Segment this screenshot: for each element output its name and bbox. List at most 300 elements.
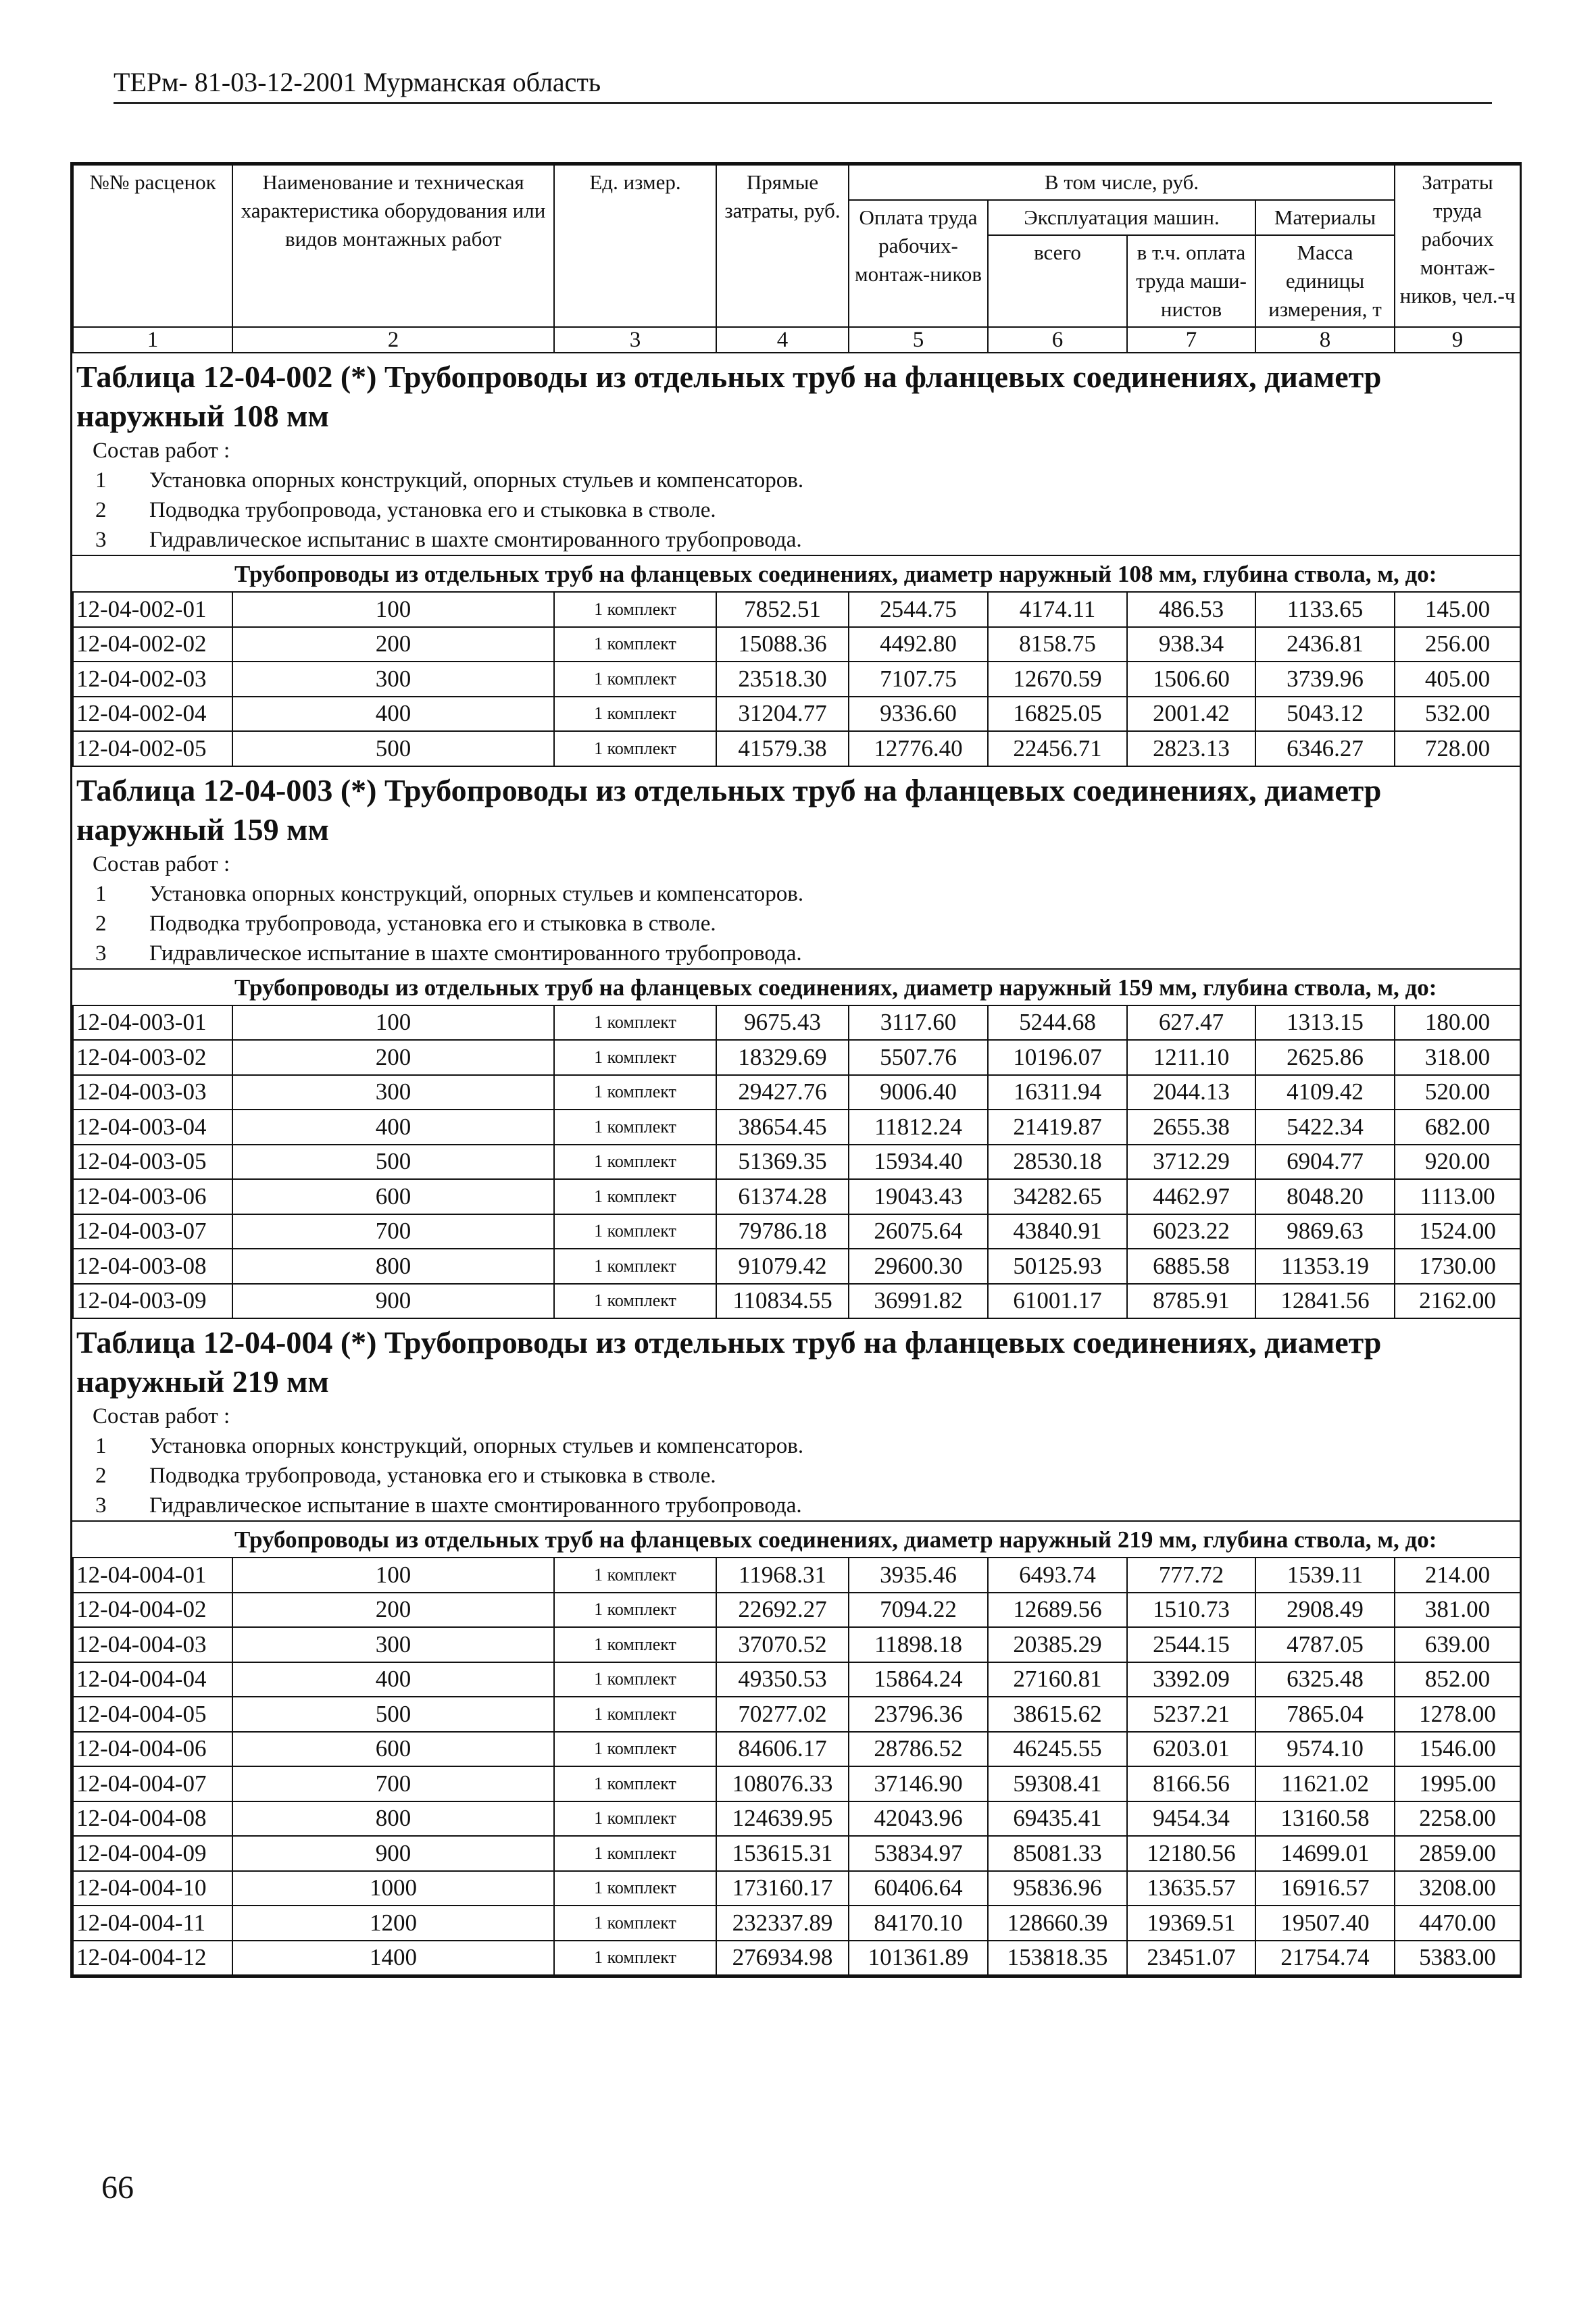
table-cell: 232337.89 <box>716 1906 849 1941</box>
work-step-number: 3 <box>95 941 107 966</box>
table-cell: 2655.38 <box>1127 1110 1255 1145</box>
table-cell: 5244.68 <box>988 1005 1127 1041</box>
column-header <box>72 164 1521 353</box>
table-cell: 1546.00 <box>1395 1732 1520 1767</box>
table-cell: 1730.00 <box>1395 1249 1520 1284</box>
work-step-number: 2 <box>95 911 107 936</box>
table-row <box>73 1214 1520 1249</box>
table-cell: 1200 <box>232 1906 554 1941</box>
table-cell: 2258.00 <box>1395 1801 1520 1837</box>
section-title: Таблица 12-04-004 (*) Трубопроводы из отдельных труб на фланцевых соединениях, диаметр наружный 219 мм <box>76 1325 1382 1399</box>
table-cell: 12180.56 <box>1127 1836 1255 1871</box>
table-cell: 500 <box>232 731 554 766</box>
table-row <box>73 627 1520 662</box>
table-row <box>73 731 1520 766</box>
table-cell: 2908.49 <box>1255 1593 1395 1628</box>
table-cell: 12-04-004-02 <box>73 1593 232 1628</box>
table-cell: 11968.31 <box>716 1558 849 1593</box>
table-cell: 5422.34 <box>1255 1110 1395 1145</box>
table-cell: 6493.74 <box>988 1558 1127 1593</box>
table-cell: 20385.29 <box>988 1627 1127 1662</box>
table-cell: 3739.96 <box>1255 662 1395 697</box>
header-materials: Материалы <box>1255 200 1395 235</box>
table-cell: 1 комплект <box>554 1766 716 1801</box>
work-step-text: Установка опорных конструкций, опорных стульев и компенсаторов. <box>149 881 804 906</box>
table-row <box>73 1941 1520 1976</box>
table-cell: 500 <box>232 1145 554 1180</box>
table-cell: 61374.28 <box>716 1179 849 1214</box>
table-cell: 639.00 <box>1395 1627 1520 1662</box>
table-subheading: Трубопроводы из отдельных труб на фланцевых соединениях, диаметр наружный 108 мм, глубина ствола, м, до: <box>72 555 1520 591</box>
work-step-number: 1 <box>95 1434 107 1458</box>
table-row <box>73 1284 1520 1319</box>
table-cell: 12-04-003-09 <box>73 1284 232 1319</box>
work-step <box>93 879 1520 909</box>
table-row <box>73 1040 1520 1075</box>
table-cell: 8785.91 <box>1127 1284 1255 1319</box>
table-cell: 1995.00 <box>1395 1766 1520 1801</box>
table-cell: 3712.29 <box>1127 1145 1255 1180</box>
work-step-number: 1 <box>95 881 107 906</box>
table-cell: 682.00 <box>1395 1110 1520 1145</box>
work-step-text: Подводка трубопровода, установка его и стыковка в стволе. <box>149 498 716 522</box>
table-cell: 500 <box>232 1697 554 1732</box>
table-cell: 21419.87 <box>988 1110 1127 1145</box>
table-cell: 300 <box>232 662 554 697</box>
page-number: 66 <box>101 2170 134 2206</box>
table-cell: 1 комплект <box>554 1040 716 1075</box>
rates-table <box>72 591 1521 767</box>
work-step <box>93 525 1520 555</box>
table-cell: 700 <box>232 1214 554 1249</box>
table-cell: 4470.00 <box>1395 1906 1520 1941</box>
work-composition-label: Состав работ : <box>93 1404 230 1428</box>
work-composition <box>72 849 1520 968</box>
table-cell: 23796.36 <box>849 1697 988 1732</box>
table-cell: 1 комплект <box>554 1941 716 1976</box>
table-cell: 9675.43 <box>716 1005 849 1041</box>
table-cell: 1313.15 <box>1255 1005 1395 1041</box>
table-cell: 7865.04 <box>1255 1697 1395 1732</box>
table-row <box>73 1662 1520 1697</box>
table-cell: 2859.00 <box>1395 1836 1520 1871</box>
table-cell: 12-04-002-03 <box>73 662 232 697</box>
table-cell: 31204.77 <box>716 697 849 732</box>
work-step-number: 3 <box>95 528 107 552</box>
table-cell: 11898.18 <box>849 1627 988 1662</box>
table-cell: 3208.00 <box>1395 1871 1520 1906</box>
table-cell: 2544.75 <box>849 592 988 627</box>
work-step-text: Подводка трубопровода, установка его и стыковка в стволе. <box>149 1464 716 1488</box>
table-cell: 1 комплект <box>554 1179 716 1214</box>
work-composition-label: Состав работ : <box>93 851 230 876</box>
table-cell: 1 комплект <box>554 1593 716 1628</box>
work-step <box>93 1491 1520 1520</box>
table-cell: 600 <box>232 1732 554 1767</box>
table-cell: 6203.01 <box>1127 1732 1255 1767</box>
table-cell: 6023.22 <box>1127 1214 1255 1249</box>
rates-sheet <box>70 162 1522 1978</box>
table-cell: 1506.60 <box>1127 662 1255 697</box>
table-cell: 7852.51 <box>716 592 849 627</box>
table-cell: 12-04-003-08 <box>73 1249 232 1284</box>
table-cell: 12841.56 <box>1255 1284 1395 1319</box>
table-cell: 2001.42 <box>1127 697 1255 732</box>
table-cell: 1000 <box>232 1871 554 1906</box>
table-cell: 36991.82 <box>849 1284 988 1319</box>
table-cell: 128660.39 <box>988 1906 1127 1941</box>
work-step-number: 3 <box>95 1493 107 1518</box>
table-cell: 1 комплект <box>554 1836 716 1871</box>
table-row <box>73 1766 1520 1801</box>
table-cell: 100 <box>232 1005 554 1041</box>
table-cell: 4787.05 <box>1255 1627 1395 1662</box>
table-cell: 1400 <box>232 1941 554 1976</box>
table-cell: 13160.58 <box>1255 1801 1395 1837</box>
table-section <box>72 767 1520 1320</box>
sections-container <box>72 353 1520 1976</box>
work-step-text: Установка опорных конструкций, опорных стульев и компенсаторов. <box>149 468 804 493</box>
table-cell: 13635.57 <box>1127 1871 1255 1906</box>
work-step <box>93 495 1520 525</box>
table-cell: 4462.97 <box>1127 1179 1255 1214</box>
table-subheading: Трубопроводы из отдельных труб на фланцевых соединениях, диаметр наружный 159 мм, глубина ствола, м, до: <box>72 968 1520 1005</box>
table-cell: 700 <box>232 1766 554 1801</box>
header-number: 4 <box>716 327 849 353</box>
work-step-number: 2 <box>95 498 107 522</box>
table-cell: 1211.10 <box>1127 1040 1255 1075</box>
table-cell: 1524.00 <box>1395 1214 1520 1249</box>
table-cell: 10196.07 <box>988 1040 1127 1075</box>
table-cell: 486.53 <box>1127 592 1255 627</box>
table-cell: 91079.42 <box>716 1249 849 1284</box>
header-number: 6 <box>988 327 1127 353</box>
table-cell: 69435.41 <box>988 1801 1127 1837</box>
header-number: 2 <box>232 327 554 353</box>
page-header: ТЕРм- 81-03-12-2001 Мурманская область <box>114 66 1492 104</box>
table-cell: 18329.69 <box>716 1040 849 1075</box>
table-cell: 46245.55 <box>988 1732 1127 1767</box>
table-row <box>73 1801 1520 1837</box>
table-cell: 1 комплект <box>554 1871 716 1906</box>
table-cell: 42043.96 <box>849 1801 988 1837</box>
table-cell: 28786.52 <box>849 1732 988 1767</box>
table-cell: 1 комплект <box>554 1249 716 1284</box>
work-composition-label: Состав работ : <box>93 439 230 463</box>
table-cell: 600 <box>232 1179 554 1214</box>
table-cell: 23451.07 <box>1127 1941 1255 1976</box>
table-cell: 12-04-004-01 <box>73 1558 232 1593</box>
header-col-5: Оплата труда рабочих-монтаж-ников <box>849 200 988 327</box>
table-cell: 8048.20 <box>1255 1179 1395 1214</box>
table-cell: 200 <box>232 627 554 662</box>
table-cell: 12-04-004-05 <box>73 1697 232 1732</box>
table-cell: 400 <box>232 1110 554 1145</box>
table-cell: 1 комплект <box>554 627 716 662</box>
table-cell: 100 <box>232 1558 554 1593</box>
table-cell: 318.00 <box>1395 1040 1520 1075</box>
table-cell: 12-04-002-05 <box>73 731 232 766</box>
section-title: Таблица 12-04-002 (*) Трубопроводы из отдельных труб на фланцевых соединениях, диаметр наружный 108 мм <box>76 359 1382 433</box>
table-cell: 12-04-003-07 <box>73 1214 232 1249</box>
table-cell: 532.00 <box>1395 697 1520 732</box>
table-cell: 16311.94 <box>988 1075 1127 1110</box>
table-cell: 26075.64 <box>849 1214 988 1249</box>
table-cell: 1113.00 <box>1395 1179 1520 1214</box>
table-cell: 12-04-003-03 <box>73 1075 232 1110</box>
section-title: Таблица 12-04-003 (*) Трубопроводы из отдельных труб на фланцевых соединениях, диаметр наружный 159 мм <box>76 772 1382 847</box>
table-cell: 12-04-002-01 <box>73 592 232 627</box>
table-cell: 1539.11 <box>1255 1558 1395 1593</box>
table-cell: 400 <box>232 1662 554 1697</box>
table-cell: 938.34 <box>1127 627 1255 662</box>
table-cell: 85081.33 <box>988 1836 1127 1871</box>
table-cell: 1 комплект <box>554 592 716 627</box>
table-cell: 9336.60 <box>849 697 988 732</box>
work-composition <box>72 436 1520 555</box>
table-cell: 3935.46 <box>849 1558 988 1593</box>
table-cell: 180.00 <box>1395 1005 1520 1041</box>
table-cell: 1 комплект <box>554 1110 716 1145</box>
table-cell: 900 <box>232 1836 554 1871</box>
table-cell: 70277.02 <box>716 1697 849 1732</box>
table-cell: 7107.75 <box>849 662 988 697</box>
rates-table <box>72 1005 1521 1320</box>
table-cell: 1 комплект <box>554 1732 716 1767</box>
work-step <box>93 1461 1520 1491</box>
table-cell: 2044.13 <box>1127 1075 1255 1110</box>
header-col-8: Масса единицы измерения, т <box>1255 235 1395 327</box>
table-cell: 7094.22 <box>849 1593 988 1628</box>
table-cell: 1 комплект <box>554 1005 716 1041</box>
table-cell: 5383.00 <box>1395 1941 1520 1976</box>
table-cell: 19043.43 <box>849 1179 988 1214</box>
table-cell: 84606.17 <box>716 1732 849 1767</box>
table-cell: 1 комплект <box>554 1627 716 1662</box>
table-cell: 153818.35 <box>988 1941 1127 1976</box>
table-cell: 23518.30 <box>716 662 849 697</box>
header-col-6: всего <box>988 235 1127 327</box>
table-cell: 405.00 <box>1395 662 1520 697</box>
table-cell: 95836.96 <box>988 1871 1127 1906</box>
work-step-text: Установка опорных конструкций, опорных стульев и компенсаторов. <box>149 1434 804 1458</box>
table-cell: 15934.40 <box>849 1145 988 1180</box>
table-cell: 9869.63 <box>1255 1214 1395 1249</box>
table-cell: 8158.75 <box>988 627 1127 662</box>
table-cell: 3117.60 <box>849 1005 988 1041</box>
table-cell: 400 <box>232 697 554 732</box>
header-col-7: в т.ч. оплата труда маши-нистов <box>1127 235 1255 327</box>
table-cell: 300 <box>232 1627 554 1662</box>
header-col-2: Наименование и техническая характеристика оборудования или видов монтажных работ <box>232 165 554 327</box>
table-cell: 12-04-004-09 <box>73 1836 232 1871</box>
header-number: 7 <box>1127 327 1255 353</box>
table-cell: 852.00 <box>1395 1662 1520 1697</box>
table-cell: 12-04-002-04 <box>73 697 232 732</box>
table-cell: 6885.58 <box>1127 1249 1255 1284</box>
table-cell: 200 <box>232 1593 554 1628</box>
table-cell: 1 комплект <box>554 662 716 697</box>
table-cell: 12776.40 <box>849 731 988 766</box>
table-cell: 12-04-003-06 <box>73 1179 232 1214</box>
table-cell: 100 <box>232 592 554 627</box>
table-cell: 1510.73 <box>1127 1593 1255 1628</box>
table-cell: 276934.98 <box>716 1941 849 1976</box>
table-section <box>72 1319 1520 1976</box>
table-cell: 12689.56 <box>988 1593 1127 1628</box>
table-cell: 21754.74 <box>1255 1941 1395 1976</box>
table-cell: 6346.27 <box>1255 731 1395 766</box>
table-cell: 381.00 <box>1395 1593 1520 1628</box>
table-cell: 11621.02 <box>1255 1766 1395 1801</box>
table-row <box>73 697 1520 732</box>
table-cell: 110834.55 <box>716 1284 849 1319</box>
table-cell: 256.00 <box>1395 627 1520 662</box>
table-cell: 800 <box>232 1801 554 1837</box>
header-number: 8 <box>1255 327 1395 353</box>
table-row <box>73 1593 1520 1628</box>
table-cell: 61001.17 <box>988 1284 1127 1319</box>
table-cell: 16916.57 <box>1255 1871 1395 1906</box>
table-row <box>73 1145 1520 1180</box>
table-cell: 34282.65 <box>988 1179 1127 1214</box>
header-number: 3 <box>554 327 716 353</box>
table-cell: 27160.81 <box>988 1662 1127 1697</box>
table-cell: 2544.15 <box>1127 1627 1255 1662</box>
table-cell: 627.47 <box>1127 1005 1255 1041</box>
rates-table <box>72 1557 1521 1976</box>
table-cell: 4492.80 <box>849 627 988 662</box>
table-cell: 2823.13 <box>1127 731 1255 766</box>
table-cell: 1 комплект <box>554 1214 716 1249</box>
header-group: В том числе, руб. <box>849 165 1395 200</box>
table-cell: 12-04-004-04 <box>73 1662 232 1697</box>
table-cell: 1 комплект <box>554 1558 716 1593</box>
work-step-text: Гидравлическое испытание в шахте смонтированного трубопровода. <box>149 1493 802 1518</box>
work-step-number: 1 <box>95 468 107 493</box>
table-cell: 79786.18 <box>716 1214 849 1249</box>
table-cell: 800 <box>232 1249 554 1284</box>
work-step <box>93 466 1520 495</box>
table-subheading: Трубопроводы из отдельных труб на фланцевых соединениях, диаметр наружный 219 мм, глубина ствола, м, до: <box>72 1520 1520 1557</box>
table-cell: 29427.76 <box>716 1075 849 1110</box>
table-cell: 9454.34 <box>1127 1801 1255 1837</box>
table-cell: 41579.38 <box>716 731 849 766</box>
table-row <box>73 1627 1520 1662</box>
table-cell: 2162.00 <box>1395 1284 1520 1319</box>
table-cell: 153615.31 <box>716 1836 849 1871</box>
table-cell: 12-04-004-10 <box>73 1871 232 1906</box>
table-cell: 12-04-004-06 <box>73 1732 232 1767</box>
table-cell: 37070.52 <box>716 1627 849 1662</box>
table-cell: 51369.35 <box>716 1145 849 1180</box>
table-row <box>73 592 1520 627</box>
header-col-3: Ед. измер. <box>554 165 716 327</box>
table-cell: 12-04-002-02 <box>73 627 232 662</box>
table-cell: 43840.91 <box>988 1214 1127 1249</box>
table-cell: 16825.05 <box>988 697 1127 732</box>
table-cell: 22456.71 <box>988 731 1127 766</box>
table-row <box>73 662 1520 697</box>
work-step-text: Подводка трубопровода, установка его и стыковка в стволе. <box>149 911 716 936</box>
table-cell: 1278.00 <box>1395 1697 1520 1732</box>
table-row <box>73 1005 1520 1041</box>
table-cell: 38654.45 <box>716 1110 849 1145</box>
table-cell: 29600.30 <box>849 1249 988 1284</box>
table-cell: 124639.95 <box>716 1801 849 1837</box>
table-row <box>73 1179 1520 1214</box>
table-cell: 12670.59 <box>988 662 1127 697</box>
table-row <box>73 1871 1520 1906</box>
table-cell: 1 комплект <box>554 1906 716 1941</box>
table-cell: 12-04-004-03 <box>73 1627 232 1662</box>
table-cell: 300 <box>232 1075 554 1110</box>
table-cell: 60406.64 <box>849 1871 988 1906</box>
table-row <box>73 1836 1520 1871</box>
table-cell: 101361.89 <box>849 1941 988 1976</box>
table-cell: 214.00 <box>1395 1558 1520 1593</box>
header-col-4: Прямые затраты, руб. <box>716 165 849 327</box>
table-cell: 5237.21 <box>1127 1697 1255 1732</box>
table-cell: 777.72 <box>1127 1558 1255 1593</box>
table-cell: 11812.24 <box>849 1110 988 1145</box>
table-cell: 2436.81 <box>1255 627 1395 662</box>
table-cell: 12-04-003-05 <box>73 1145 232 1180</box>
table-row <box>73 1558 1520 1593</box>
table-cell: 173160.17 <box>716 1871 849 1906</box>
table-cell: 12-04-004-11 <box>73 1906 232 1941</box>
table-cell: 6904.77 <box>1255 1145 1395 1180</box>
table-cell: 8166.56 <box>1127 1766 1255 1801</box>
work-step-number: 2 <box>95 1464 107 1488</box>
table-cell: 1 комплект <box>554 697 716 732</box>
table-cell: 59308.41 <box>988 1766 1127 1801</box>
header-machines: Эксплуатация машин. <box>988 200 1255 235</box>
header-col-1: №№ расценок <box>73 165 232 327</box>
table-cell: 1 комплект <box>554 1075 716 1110</box>
table-cell: 49350.53 <box>716 1662 849 1697</box>
table-cell: 920.00 <box>1395 1145 1520 1180</box>
table-cell: 1 комплект <box>554 1697 716 1732</box>
work-step-text: Гидравлическое испытание в шахте смонтированного трубопровода. <box>149 941 802 966</box>
table-cell: 28530.18 <box>988 1145 1127 1180</box>
header-number: 1 <box>73 327 232 353</box>
table-cell: 22692.27 <box>716 1593 849 1628</box>
table-cell: 6325.48 <box>1255 1662 1395 1697</box>
table-cell: 12-04-004-12 <box>73 1941 232 1976</box>
header-number: 5 <box>849 327 988 353</box>
table-cell: 1 комплект <box>554 731 716 766</box>
table-cell: 4174.11 <box>988 592 1127 627</box>
work-step <box>93 939 1520 968</box>
table-cell: 12-04-004-08 <box>73 1801 232 1837</box>
table-row <box>73 1249 1520 1284</box>
table-cell: 12-04-004-07 <box>73 1766 232 1801</box>
table-cell: 1 комплект <box>554 1801 716 1837</box>
table-cell: 9006.40 <box>849 1075 988 1110</box>
work-step <box>93 1431 1520 1461</box>
table-cell: 53834.97 <box>849 1836 988 1871</box>
table-cell: 50125.93 <box>988 1249 1127 1284</box>
table-cell: 38615.62 <box>988 1697 1127 1732</box>
table-cell: 15864.24 <box>849 1662 988 1697</box>
table-cell: 900 <box>232 1284 554 1319</box>
table-row <box>73 1732 1520 1767</box>
header-number: 9 <box>1395 327 1520 353</box>
table-cell: 108076.33 <box>716 1766 849 1801</box>
table-row <box>73 1075 1520 1110</box>
table-cell: 19369.51 <box>1127 1906 1255 1941</box>
